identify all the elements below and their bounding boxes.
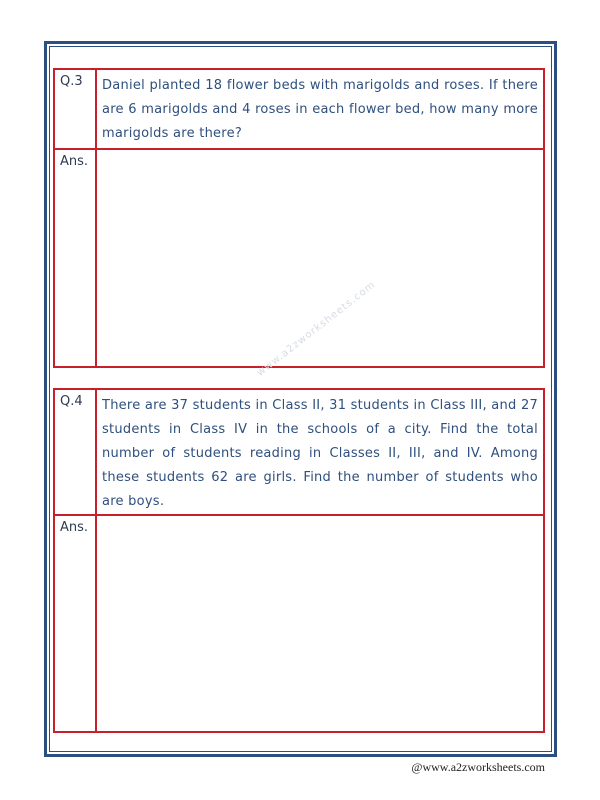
question-number: Q.4 bbox=[55, 390, 97, 514]
footer-website: @www.a2zworksheets.com bbox=[411, 760, 545, 774]
answer-space[interactable] bbox=[97, 150, 543, 366]
answer-label: Ans. bbox=[55, 150, 97, 366]
question-text: Daniel planted 18 flower beds with marigolds and roses. If there are 6 marigolds and 4 roses in each flower bed, how many more marigolds are there? bbox=[102, 78, 538, 141]
answer-label: Ans. bbox=[55, 516, 97, 731]
answer-row bbox=[55, 148, 543, 366]
answer-space[interactable] bbox=[97, 516, 543, 731]
question-row bbox=[55, 70, 543, 148]
watermark-text: www.a2zworksheets.com bbox=[255, 279, 378, 379]
question-number: Q.3 bbox=[55, 70, 97, 148]
question-4-box bbox=[53, 388, 545, 733]
question-text: There are 37 students in Class II, 31 students in Class III, and 27 students in Class IV in the schools of a city. Find the total number of students reading in Classes II, III, and IV. Among these students 62 are girls. Find the number of students who are boys. bbox=[102, 398, 538, 509]
question-3-box bbox=[53, 68, 545, 368]
answer-row bbox=[55, 514, 543, 731]
question-row bbox=[55, 390, 543, 514]
